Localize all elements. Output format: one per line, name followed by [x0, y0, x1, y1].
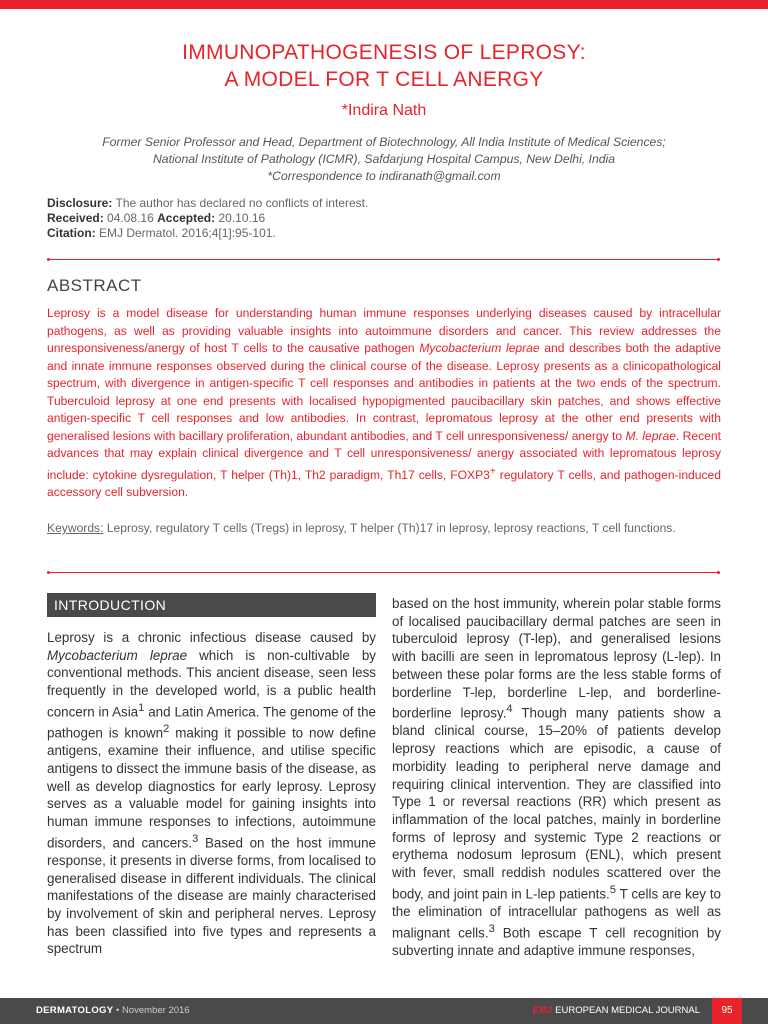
affiliation-line: National Institute of Pathology (ICMR), Safdarjung Hospital Campus, New Delhi, India: [153, 152, 615, 166]
body-column-left: Leprosy is a chronic infectious disease caused by Mycobacterium leprae which is non-cultivable by conventional methods. This ancient disease, seen less frequently in the developed world, is a public health concern in Asia$^1$ and Latin America. The genome of the pathogen is known$^2$ making it possible to now define antigens, examine their influence, and utilise specific antigens to dissect the immune basis of the disease, as well as develop diagnostics for early leprosy. Leprosy serves as a valuable model for gaining insights into human immune responses to infections, autoimmune disorders, and cancers.$^3$ Based on the host immune response, it presents in diverse forms, from localised to generalised disease in different individuals. The clinical manifestations of the disease are mainly characterised by involvement of skin and peripheral nerves. Leprosy has been classified into five types and represents a spectrum: [47, 630, 377, 957]
page-number: 95: [712, 998, 742, 1024]
keywords-label: Keywords:: [47, 521, 104, 535]
dates: Received: 04.08.16 Accepted: 20.10.16: [47, 211, 266, 225]
keywords: Keywords: Leprosy, regulatory T cells (Tregs) in leprosy, T helper (Th)17 in leprosy, leprosy reactions, T cell functions.: [47, 521, 676, 535]
body-column-right: based on the host immunity, wherein polar stable forms of localised paucibacillary dermal patches are seen in tuberculoid leprosy (T-lep), and generalised lesions with bacilli are seen in lepromatous leprosy (L-lep). In between these polar forms are the less stable forms of borderline T-lep, borderline L-lep, and borderline-borderline leprosy.$^4$ Though many patients show a bland clinical course, 15–20% of patients develop leprosy reactions which are episodic, a cause of morbidity leading to peripheral nerve damage and requiring clinical intervention. They are classified into Type 1 or reversal reactions (RR) which present as inflammation of the local patches, mainly in borderline forms of leprosy and systemic Type 2 reactions or erythema nodosum leprosum (ENL), which present with fever, small reddish nodules scattered over the body, and joint pain in L-lep patients.$^5$ T cells are key to the elimination of intracellular pathogens as well as malignant cells.$^3$ Both escape T cell recognition by subverting innate and adaptive immune responses,: [392, 596, 721, 958]
affiliation-block: [40, 134, 728, 185]
affiliation-line: Former Senior Professor and Head, Department of Biotechnology, All India Institute of Medical Sciences;: [102, 135, 666, 149]
top-accent-bar: [0, 0, 768, 9]
article-title-line-2: A MODEL FOR T CELL ANERGY: [224, 68, 544, 91]
footer-journal-name: EMJ EUROPEAN MEDICAL JOURNAL: [532, 1005, 700, 1016]
section-heading-introduction: INTRODUCTION: [47, 593, 376, 617]
page-footer: [0, 998, 768, 1024]
author-name: *Indira Nath: [341, 102, 427, 119]
divider: [47, 572, 720, 573]
divider: [47, 259, 720, 260]
article-title-line-1: IMMUNOPATHOGENESIS OF LEPROSY:: [182, 41, 586, 64]
citation: Citation: EMJ Dermatol. 2016;4[1]:95-101.: [47, 226, 276, 240]
footer-journal-section: DERMATOLOGY • November 2016: [36, 1005, 190, 1016]
article-meta: [47, 196, 727, 241]
emj-logo: EMJ: [532, 1005, 553, 1016]
correspondence-email[interactable]: *Correspondence to indiranath@gmail.com: [267, 169, 501, 183]
abstract-heading: ABSTRACT: [47, 276, 142, 295]
disclosure: Disclosure: The author has declared no conflicts of interest.: [47, 196, 369, 210]
abstract-text: Leprosy is a model disease for understanding human immune responses underlying diseases caused by intracellular pathogens, as well as providing valuable insights into autoimmune disorders and cancer. This review addresses the unresponsiveness/anergy of host T cells to the causative pathogen Mycobacterium leprae and describes both the adaptive and innate immune responses observed during the clinical course of the disease. Leprosy presents as a clinicopathological spectrum, with divergence in antigen-specific T cell responses and antibodies in patients at the two ends of the spectrum. Tuberculoid leprosy at one end presents with localised hypopigmented paucibacillary skin patches, and shows effective antigen-specific T cell responses and low antibodies. In contrast, lepromatous leprosy at the other end presents with generalised lesions with bacillary proliferation, abundant antibodies, and T cell unresponsiveness/ anergy to M. leprae. Recent advances that may explain clinical divergence and T cell unresponsiveness/ anergy associated with lepromatous leprosy include: cytokine dysregulation, T helper (Th)1, Th2 paradigm, Th17 cells, FOXP3+ regulatory T cells, and pathogen-induced accessory cell subversion.: [47, 306, 721, 500]
